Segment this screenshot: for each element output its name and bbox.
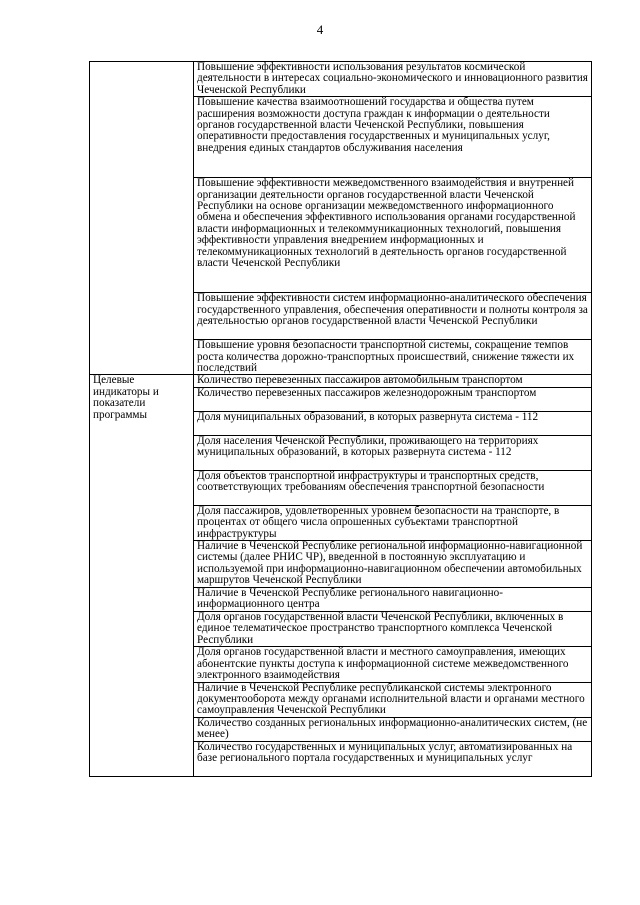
table-row [90,62,592,97]
table-cell: Доля населения Чеченской Республики, проживающего на территориях муниципальных образований, в которых развернута система - 112 [194,435,592,470]
program-passport-table [89,61,592,777]
table-cell: Наличие в Чеченской Республике региональной информационно-навигационной системы (далее РНИС ЧР), введенной в постоянную эксплуатацию и используемой при информационно-навигационном обеспечении автомобильных маршрутов Чеченской Республики [194,541,592,588]
table-cell: Количество перевезенных пассажиров автомобильным транспортом [194,375,592,387]
page-number: 4 [316,22,324,37]
table-cell: Повышение эффективности систем информационно-аналитического обеспечения государственного управления, обеспечения оперативности и полноты контроля за деятельностью органов государственной власти Чеченской Республики [194,293,592,340]
table-cell: Повышение эффективности межведомственного взаимодействия и внутренней организации деятельности органов государственной власти Чеченской Республики на основе организации межведомственного информационного обмена и обеспечения эффективного использования органами государственной власти информационных и телекоммуникационных технологий, повышения эффективности управления внедрением информационных и телекоммуникационных технологий в деятельность органов государственной власти Чеченской Республики [194,178,592,293]
section-label-cell: Целевые индикаторы и показатели программы [90,375,194,776]
table-cell: Количество перевезенных пассажиров железнодорожным транспортом [194,387,592,411]
table-cell: Количество созданных региональных информационно-аналитических систем, (не менее) [194,717,592,741]
table-cell: Доля органов государственной власти Чеченской Республики, включенных в единое телематическое пространство транспортного комплекса Чеченской Республики [194,612,592,647]
table-cell: Наличие в Чеченской Республике республиканской системы электронного документооборота между органами исполнительной власти и органами местного самоуправления Чеченской Республики [194,682,592,717]
table-row [90,375,592,387]
table-cell: Доля муниципальных образований, в которых развернута система - 112 [194,411,592,435]
table-cell: Повышение качества взаимоотношений государства и общества путем расширения возможности доступа граждан к информации о деятельности органов государственной власти Чеченской Республики, повышения оперативности предоставления государственных и муниципальных услуг, внедрения единых стандартов обслуживания населения [194,97,592,178]
table-cell: Доля органов государственной власти и местного самоуправления, имеющих абонентские пункты доступа к информационной системе межведомственного электронного взаимодействия [194,647,592,682]
table-cell: Количество государственных и муниципальных услуг, автоматизированных на базе регионального портала государственных и муниципальных услуг [194,741,592,776]
table-cell: Наличие в Чеченской Республике регионального навигационно-информационного центра [194,588,592,612]
table-cell: Доля объектов транспортной инфраструктуры и транспортных средств, соответствующих требованиям обеспечения транспортной безопасности [194,470,592,505]
table-cell: Доля пассажиров, удовлетворенных уровнем безопасности на транспорте, в процентах от общего числа опрошенных субъектами транспортной инфраструктуры [194,505,592,540]
table-cell: Повышение эффективности использования результатов космической деятельности в интересах социально-экономического и инновационного развития Чеченской Республики [194,62,592,97]
table-cell: Повышение уровня безопасности транспортной системы, сокращение темпов роста количества дорожно-транспортных происшествий, снижение тяжести их последствий [194,340,592,375]
empty-left-cell [90,62,194,375]
